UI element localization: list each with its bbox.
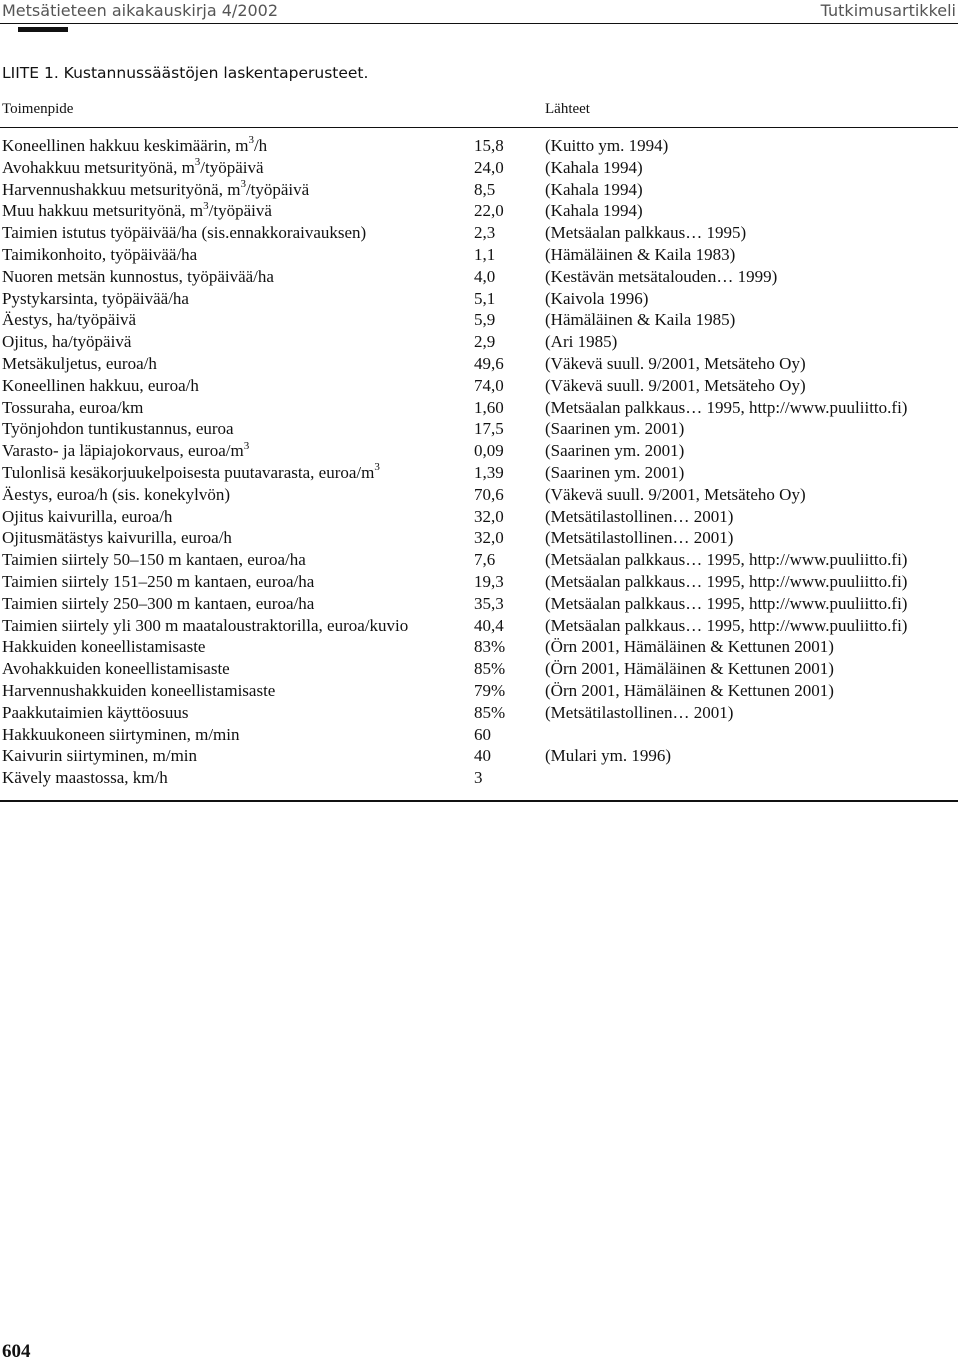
header-rule [0, 23, 958, 24]
row-measure: Taimien siirtely 151–250 m kantaen, euroa/ha [2, 571, 315, 591]
table-row [0, 724, 960, 746]
table-top-rule [0, 127, 958, 128]
row-source: (Metsätilastollinen… 2001) [545, 702, 734, 722]
page-number: 604 [2, 1341, 31, 1362]
row-value: 85% [474, 659, 506, 679]
cost-basis-table [0, 135, 960, 789]
row-measure: Tossuraha, euroa/km [2, 397, 144, 417]
row-value: 74,0 [474, 375, 504, 395]
row-value: 5,1 [474, 288, 496, 308]
table-row [0, 157, 960, 179]
table-row [0, 484, 960, 506]
row-value: 32,0 [474, 528, 504, 548]
table-row [0, 593, 960, 615]
table-row [0, 527, 960, 549]
row-value: 2,9 [474, 332, 496, 352]
row-measure: Taimien siirtely 250–300 m kantaen, euroa/ha [2, 593, 315, 613]
row-measure: Harvennushakkuu metsurityönä, $m^3$/työpäivä [2, 177, 310, 199]
row-measure: Hakkuiden koneellistamisaste [2, 637, 206, 657]
table-row [0, 440, 960, 462]
table-row [0, 179, 960, 201]
table-row [0, 353, 960, 375]
row-measure: Kaivurin siirtyminen, m/min [2, 746, 198, 766]
row-measure: Koneellinen hakkuu, euroa/h [2, 375, 199, 395]
row-source: (Saarinen ym. 2001) [545, 419, 685, 439]
row-value: 70,6 [474, 484, 504, 504]
appendix-title: LIITE 1. Kustannussäästöjen laskentaperusteet. [2, 64, 369, 82]
row-measure: Avohakkuu metsurityönä, $m^3$/työpäivä [2, 156, 264, 177]
row-source: (Saarinen ym. 2001) [545, 462, 685, 482]
table-row [0, 288, 960, 310]
table-row [0, 375, 960, 397]
row-measure: Harvennushakkuiden koneellistamisaste [2, 680, 276, 700]
row-value: 5,9 [474, 310, 496, 330]
row-source: (Kaivola 1996) [545, 288, 649, 308]
row-measure: Koneellinen hakkuu keskimäärin, $m^3/h$ [2, 134, 268, 155]
row-value: 24,0 [474, 157, 504, 177]
row-value: 19,3 [474, 571, 504, 591]
row-value: 35,3 [474, 593, 504, 613]
row-measure: Varasto- ja läpiajokorvaus, euroa/$m^3$ [2, 439, 250, 461]
row-value: 83% [474, 637, 506, 657]
row-measure: Pystykarsinta, työpäivää/ha [2, 288, 189, 308]
row-measure: Nuoren metsän kunnostus, työpäivää/ha [2, 266, 274, 286]
row-value: 32,0 [474, 506, 504, 526]
row-source: (Kahala 1994) [545, 179, 643, 199]
row-source: (Metsätilastollinen… 2001) [545, 528, 734, 548]
article-category: Tutkimusartikkeli [820, 1, 956, 20]
row-value: 15,8 [474, 136, 504, 155]
table-row [0, 680, 960, 702]
table-row [0, 222, 960, 244]
table-row [0, 135, 960, 157]
row-measure: Ojitus kaivurilla, euroa/h [2, 506, 173, 526]
row-source: (Kestävän metsätalouden… 1999) [545, 266, 778, 286]
row-measure: Metsäkuljetus, euroa/h [2, 353, 157, 373]
row-value: 40,4 [474, 615, 504, 635]
table-row [0, 397, 960, 419]
row-source: (Kahala 1994) [545, 157, 643, 177]
row-source: (Metsätilastollinen… 2001) [545, 506, 734, 526]
row-value: 0,09 [474, 441, 504, 461]
row-measure: Muu hakkuu metsurityönä, $m^3$/työpäivä [2, 199, 272, 221]
row-value: 85% [474, 702, 506, 722]
row-value: 1,60 [474, 397, 504, 417]
table-row [0, 331, 960, 353]
row-measure: Ojitusmätästys kaivurilla, euroa/h [2, 528, 232, 548]
table-row [0, 767, 960, 789]
table-row [0, 636, 960, 658]
row-value: 17,5 [474, 419, 504, 439]
table-row [0, 702, 960, 724]
row-value: 60 [474, 724, 491, 744]
row-source: (Väkevä suull. 9/2001, Metsäteho Oy) [545, 375, 806, 395]
row-value: 2,3 [474, 223, 496, 243]
table-row [0, 506, 960, 528]
row-measure: Taimien siirtely yli 300 m maataloustraktorilla, euroa/kuvio [2, 615, 409, 635]
row-measure: Työnjohdon tuntikustannus, euroa [2, 419, 234, 439]
row-measure: Äestys, euroa/h (sis. konekylvön) [2, 484, 231, 504]
row-measure: Hakkuukoneen siirtyminen, m/min [2, 724, 240, 744]
row-measure: Äestys, ha/työpäivä [2, 310, 137, 330]
row-measure: Tulonlisä kesäkorjuukelpoisesta puutavarasta, euroa/$m^3$ [2, 461, 380, 482]
row-value: 3 [474, 768, 483, 788]
journal-title: Metsätieteen aikakauskirja 4/2002 [2, 1, 279, 20]
row-source: (Metsäalan palkkaus… 1995, http://www.puuliitto.fi) [545, 550, 908, 570]
row-measure: Taimikonhoito, työpäivää/ha [2, 244, 198, 264]
row-source: (Väkevä suull. 9/2001, Metsäteho Oy) [545, 484, 806, 504]
row-source: (Hämäläinen & Kaila 1983) [545, 244, 736, 264]
row-source: (Metsäalan palkkaus… 1995, http://www.puuliitto.fi) [545, 571, 908, 591]
row-source: (Örn 2001, Hämäläinen & Kettunen 2001) [545, 659, 834, 679]
row-source: (Kuitto ym. 1994) [545, 136, 669, 155]
row-source: (Väkevä suull. 9/2001, Metsäteho Oy) [545, 353, 806, 373]
row-value: 40 [474, 746, 491, 766]
table-row [0, 549, 960, 571]
table-row [0, 418, 960, 440]
row-value: 79% [474, 680, 506, 700]
row-source: (Metsäalan palkkaus… 1995) [545, 223, 747, 243]
row-value: 1,1 [474, 244, 496, 264]
row-source: (Metsäalan palkkaus… 1995, http://www.puuliitto.fi) [545, 593, 908, 613]
table-row [0, 745, 960, 767]
row-measure: Kävely maastossa, km/h [2, 768, 168, 788]
row-value: 7,6 [474, 550, 496, 570]
row-measure: Taimien siirtely 50–150 m kantaen, euroa/ha [2, 550, 306, 570]
row-source: (Örn 2001, Hämäläinen & Kettunen 2001) [545, 680, 834, 700]
row-measure: Avohakkuiden koneellistamisaste [2, 659, 230, 679]
row-value: 8,5 [474, 179, 496, 199]
row-source: (Kahala 1994) [545, 201, 643, 221]
table-row [0, 658, 960, 680]
table-row [0, 200, 960, 222]
row-measure: Paakkutaimien käyttöosuus [2, 702, 189, 722]
table-row [0, 571, 960, 593]
row-source: (Metsäalan palkkaus… 1995, http://www.puuliitto.fi) [545, 615, 908, 635]
row-source: (Metsäalan palkkaus… 1995, http://www.puuliitto.fi) [545, 397, 908, 417]
row-source: (Saarinen ym. 2001) [545, 441, 685, 461]
row-source: (Örn 2001, Hämäläinen & Kettunen 2001) [545, 637, 834, 657]
table-bottom-rule [0, 800, 958, 802]
row-source: (Ari 1985) [545, 332, 618, 352]
row-value: 1,39 [474, 462, 504, 482]
row-measure: Taimien istutus työpäivää/ha (sis.ennakkoraivauksen) [2, 223, 367, 243]
row-value: 22,0 [474, 201, 504, 221]
table-row [0, 309, 960, 331]
row-source: (Hämäläinen & Kaila 1985) [545, 310, 736, 330]
table-row [0, 244, 960, 266]
table-row [0, 462, 960, 484]
header-accent-bar [18, 27, 68, 32]
row-measure: Ojitus, ha/työpäivä [2, 332, 132, 352]
table-row [0, 615, 960, 637]
row-value: 49,6 [474, 353, 504, 373]
column-header-source: Lähteet [545, 101, 590, 117]
table-row [0, 266, 960, 288]
row-source: (Mulari ym. 1996) [545, 746, 672, 766]
row-value: 4,0 [474, 266, 496, 286]
column-header-measure: Toimenpide [2, 101, 74, 117]
